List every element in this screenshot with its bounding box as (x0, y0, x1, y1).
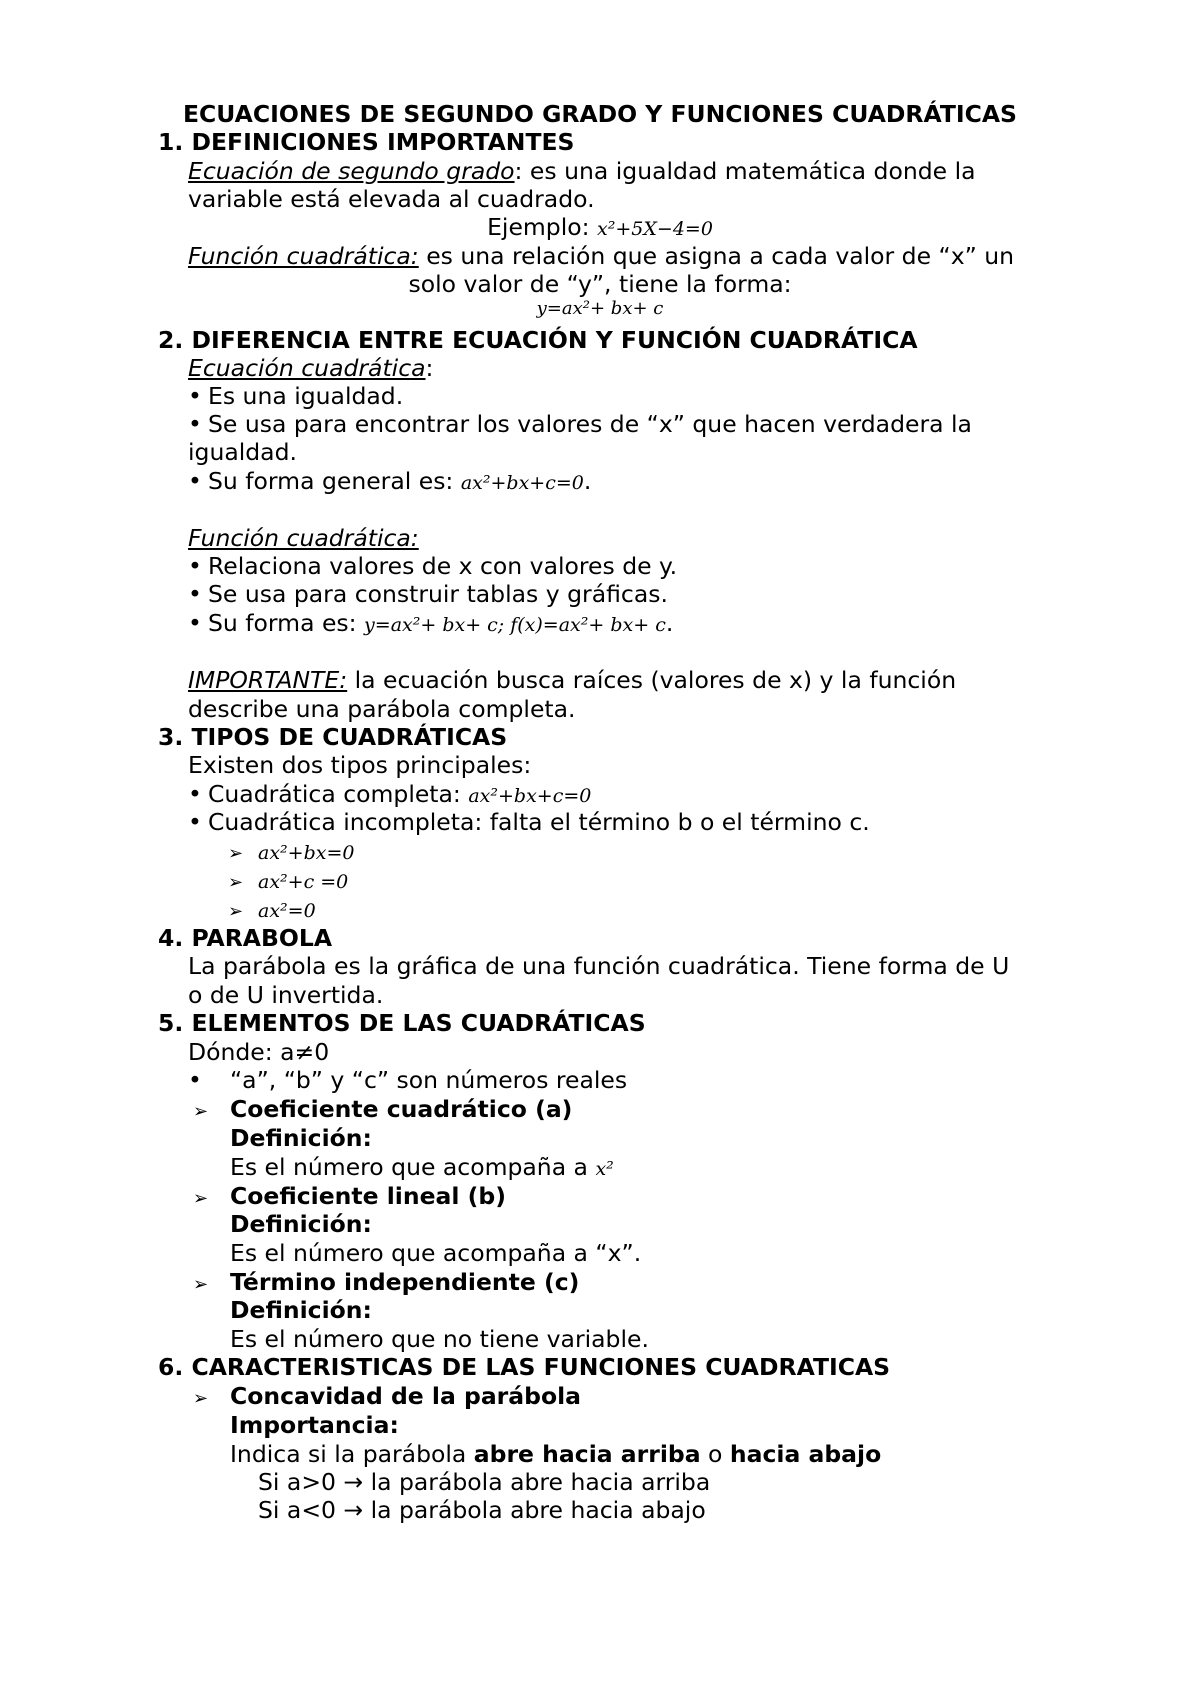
ecuacion-subheading: Ecuación cuadrática: (188, 354, 434, 382)
arrow-bullet-icon: ➢ (193, 1274, 209, 1295)
funcion-form-expression: y=ax²+ bx+ c (536, 298, 664, 319)
definicion-text: Es el número que no tiene variable. (230, 1325, 649, 1353)
definicion-text: Es el número que acompaña a x² (230, 1153, 614, 1181)
section-5-heading: 5. ELEMENTOS DE LAS CUADRÁTICAS (158, 1009, 646, 1037)
definicion-label: Definición: (230, 1296, 372, 1324)
list-item: • Cuadrática incompleta: falta el término b o el término c. (188, 808, 870, 836)
ecuacion-definition-line-1 (188, 157, 976, 185)
parabola-text-line-2: o de U invertida. (188, 981, 384, 1009)
arrow-bullet-icon: ➢ (193, 1101, 209, 1122)
bullet-icon: • (188, 808, 202, 836)
importancia-label: Importancia: (230, 1411, 399, 1439)
section-1-heading: 1. DEFINICIONES IMPORTANTES (158, 128, 575, 156)
arrow-bullet-icon: ➢ (228, 872, 244, 893)
document-title: ECUACIONES DE SEGUNDO GRADO Y FUNCIONES CUADRÁTICAS (183, 100, 1017, 128)
list-item: • “a”, “b” y “c” son números reales (188, 1066, 628, 1094)
list-item: • Relaciona valores de x con valores de y. (188, 552, 678, 580)
concavidad-title: ➢ Concavidad de la parábola (193, 1382, 581, 1413)
ecuacion-term: Ecuación de segundo grado (188, 157, 515, 185)
ecuacion-def-text: : es una igualdad matemática donde la (514, 157, 976, 185)
section-2-heading: 2. DIFERENCIA ENTRE ECUACIÓN Y FUNCIÓN CUADRÁTICA (158, 326, 918, 354)
coeficiente-cuadratico-title: ➢ Coeficiente cuadrático (a) (193, 1095, 572, 1126)
section-6-heading: 6. CARACTERISTICAS DE LAS FUNCIONES CUADRATICAS (158, 1353, 891, 1381)
importante-term: IMPORTANTE: (188, 666, 348, 694)
list-item: • Cuadrática completa: ax²+bx+c=0 (188, 780, 592, 808)
list-item: • Su forma es: y=ax²+ bx+ c; f(x)=ax²+ bx+ c. (188, 609, 674, 637)
list-item: • Su forma general es: ax²+bx+c=0. (188, 467, 592, 495)
bullet-icon: • (188, 609, 202, 637)
importante-note-line-2: describe una parábola completa. (188, 695, 576, 723)
x-squared-expression: x² (595, 1158, 614, 1180)
arrow-bullet-icon: ➢ (193, 1388, 209, 1409)
coeficiente-lineal-title: ➢ Coeficiente lineal (b) (193, 1182, 506, 1213)
list-item: • Es una igualdad. (188, 382, 404, 410)
case-a-positive: Si a>0 → la parábola abre hacia arriba (258, 1468, 711, 1496)
donde-condition: Dónde: a≠0 (188, 1038, 330, 1066)
sub-list-item: ➢ ax²+bx=0 (228, 837, 354, 868)
list-item: • Se usa para construir tablas y gráficas. (188, 580, 668, 608)
definicion-text: Es el número que acompaña a “x”. (230, 1239, 642, 1267)
section-3-heading: 3. TIPOS DE CUADRÁTICAS (158, 723, 508, 751)
funcion-def-text: es una relación que asigna a cada valor de “x” un (418, 242, 1015, 270)
bullet-icon: • (188, 382, 202, 410)
ecuacion-definition-line-2: variable está elevada al cuadrado. (188, 185, 595, 213)
termino-independiente-title: ➢ Término independiente (c) (193, 1268, 579, 1299)
funcion-form-expression: y=ax²+ bx+ c; f(x)=ax²+ bx+ c (364, 614, 666, 636)
bullet-icon: • (188, 410, 202, 438)
funcion-definition-line-2: solo valor de “y”, tiene la forma: (408, 270, 792, 298)
ejemplo-line (0, 213, 1200, 243)
ejemplo-label: Ejemplo: (487, 213, 598, 241)
list-item-continuation: igualdad. (188, 438, 297, 466)
sub-list-item: ➢ ax²+c =0 (228, 866, 348, 897)
arrow-bullet-icon: ➢ (228, 901, 244, 922)
arrow-bullet-icon: ➢ (193, 1188, 209, 1209)
funcion-subheading: Función cuadrática: (188, 524, 419, 552)
parabola-text-line-1: La parábola es la gráfica de una función cuadrática. Tiene forma de U (188, 952, 1010, 980)
bullet-icon: • (188, 467, 202, 495)
funcion-definition-line-1 (188, 242, 1014, 270)
general-form-expression: ax²+bx+c=0 (460, 472, 584, 494)
indica-text: Indica si la parábola abre hacia arriba o hacia abajo (230, 1440, 882, 1468)
section-4-heading: 4. PARABOLA (158, 924, 333, 952)
importante-note-line-1: IMPORTANTE: la ecuación busca raíces (valores de x) y la función (188, 666, 957, 694)
definicion-label: Definición: (230, 1124, 372, 1152)
bullet-icon: • (188, 780, 202, 808)
arrow-bullet-icon: ➢ (228, 843, 244, 864)
ejemplo-expression: x²+5X−4=0 (597, 218, 713, 240)
funcion-term: Función cuadrática: (188, 242, 419, 270)
list-item: • Se usa para encontrar los valores de “x” que hacen verdadera la (188, 410, 972, 438)
bullet-icon: • (188, 580, 202, 608)
definicion-label: Definición: (230, 1210, 372, 1238)
tipos-intro: Existen dos tipos principales: (188, 751, 532, 779)
sub-list-item: ➢ ax²=0 (228, 895, 316, 926)
bullet-icon: • (188, 552, 202, 580)
bullet-icon: • (188, 1066, 202, 1094)
case-a-negative: Si a<0 → la parábola abre hacia abajo (258, 1496, 706, 1524)
